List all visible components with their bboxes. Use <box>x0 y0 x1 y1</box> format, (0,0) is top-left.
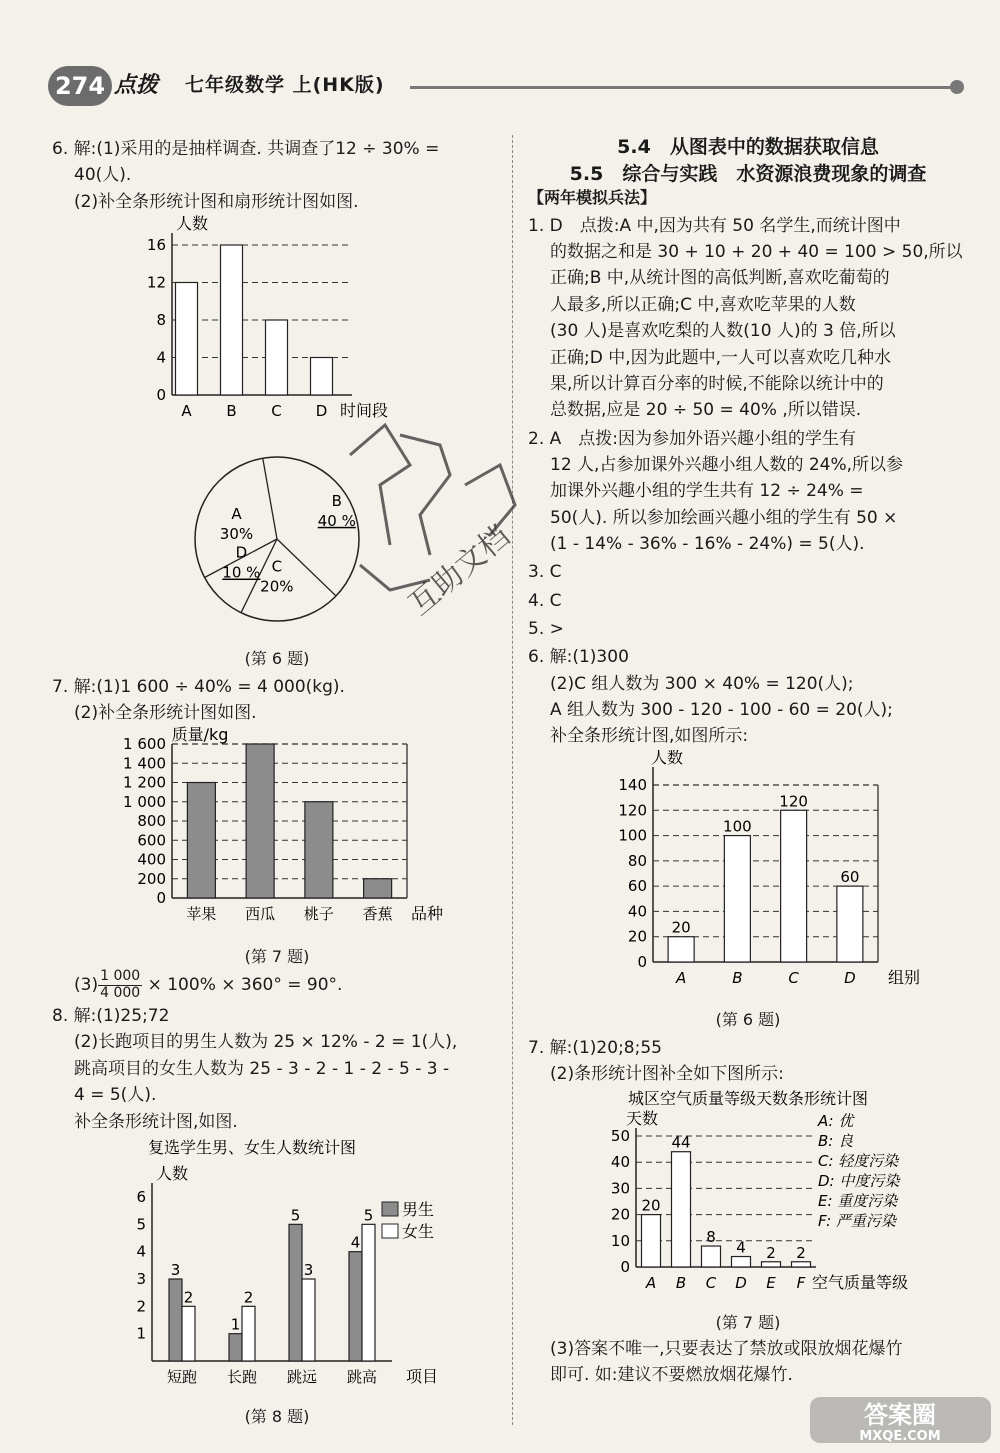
legend-swatch <box>382 1224 398 1238</box>
bar-value-label: 3 <box>303 1260 314 1279</box>
x-tick-label: 跳远 <box>286 1367 318 1386</box>
y-tick-label: 6 <box>136 1187 146 1206</box>
legend-item: B: 良 <box>818 1131 854 1150</box>
q1-line: 正确;D 中,因为此题中,一人可以喜欢吃几种水 <box>550 347 892 368</box>
bar-value-label: 100 <box>723 817 752 836</box>
right-q6-line1: 6. 解:(1)300 <box>528 647 629 668</box>
right-q4: 4. C <box>528 590 562 611</box>
q1-line: 果,所以计算百分率的时候,不能除以统计中的 <box>550 373 884 394</box>
corner-logo-icon <box>808 1395 993 1445</box>
left-q8-caption: (第 8 题) <box>244 1407 310 1427</box>
pie-slice-value: 40 % <box>317 512 356 531</box>
bar-value-label: 60 <box>840 867 860 886</box>
y-tick-label: 0 <box>156 386 166 405</box>
y-tick-label: 1 000 <box>123 792 166 811</box>
bar <box>182 1306 195 1361</box>
x-axis-label: 组别 <box>888 967 921 987</box>
x-axis-label: 空气质量等级 <box>812 1272 909 1292</box>
right-q3: 3. C <box>528 562 562 583</box>
legend-swatch <box>382 1202 398 1216</box>
y-tick-label: 1 600 <box>123 735 166 754</box>
y-tick-label: 200 <box>137 869 166 888</box>
left-q8-line4: 4 = 5(人). <box>74 1085 157 1106</box>
x-axis-label: 时间段 <box>340 401 389 421</box>
right-q7-line1: 7. 解:(1)20;8;55 <box>528 1037 662 1058</box>
bar <box>176 283 198 396</box>
pie-slice-value: 10 % <box>222 563 261 582</box>
left-q7-bar-chart <box>52 726 492 936</box>
bar-value-label: 4 <box>736 1238 746 1257</box>
q1-line: (30 人)是喜欢吃梨的人数(10 人)的 3 倍,所以 <box>550 321 896 342</box>
bar <box>724 835 750 961</box>
bar <box>792 1261 811 1266</box>
legend-item: F: 严重污染 <box>818 1211 896 1230</box>
bar <box>246 744 274 898</box>
y-tick-label: 16 <box>146 236 166 255</box>
left-q6-caption: (第 6 题) <box>244 648 310 668</box>
y-tick-label: 0 <box>156 889 166 908</box>
bar-value-label: 2 <box>766 1243 776 1262</box>
x-tick-label: B <box>732 968 743 987</box>
x-tick-label: D <box>844 968 856 987</box>
fraction-numerator: 1 000 <box>100 968 141 985</box>
bar-value-label: 4 <box>350 1233 361 1252</box>
legend-item: A: 优 <box>818 1111 854 1130</box>
right-q7-line2: (2)条形统计图补全如下图所示: <box>550 1064 784 1085</box>
bar <box>702 1246 721 1267</box>
y-tick-label: 0 <box>637 952 647 971</box>
left-q8-line2: (2)长跑项目的男生人数为 25 × 12% - 2 = 1(人), <box>74 1032 458 1053</box>
stamp-watermark <box>290 405 550 635</box>
header-dot <box>950 80 964 94</box>
bar-value-label: 44 <box>671 1133 691 1152</box>
right-column <box>528 132 968 1388</box>
bar-value-label: 5 <box>290 1206 301 1225</box>
x-tick-label: B <box>675 1273 687 1292</box>
legend-label: 男生 <box>402 1199 435 1219</box>
bar-value-label: 5 <box>363 1206 374 1225</box>
y-tick-label: 4 <box>136 1242 146 1261</box>
left-q6-line2: 40(人). <box>74 165 132 186</box>
bar-value-label: 20 <box>671 918 691 937</box>
y-tick-label: 1 <box>136 1324 146 1343</box>
bar-value-label: 20 <box>641 1196 661 1215</box>
x-tick-label: C <box>271 402 282 421</box>
x-tick-label: A <box>181 402 192 421</box>
y-tick-label: 5 <box>136 1215 146 1234</box>
y-tick-label: 0 <box>620 1257 630 1276</box>
bar <box>221 245 243 395</box>
pie-slice-label: D <box>235 543 248 562</box>
y-axis-label: 人数 <box>175 215 209 234</box>
bar <box>732 1256 751 1266</box>
x-axis-label: 品种 <box>411 904 444 924</box>
x-tick-label: A <box>675 968 687 987</box>
left-q8-line5: 补全条形统计图,如图. <box>74 1111 238 1132</box>
y-axis-label: 天数 <box>625 1108 659 1128</box>
page-number: 274 <box>48 66 112 106</box>
bar <box>187 783 215 899</box>
y-tick-label: 2 <box>136 1297 146 1316</box>
y-axis-label: 人数 <box>155 1163 189 1183</box>
q1-line: 总数据,应是 20 ÷ 50 = 40% ,所以错误. <box>550 400 862 421</box>
book-title: 七年级数学 上(HK版) <box>185 74 385 96</box>
bar <box>837 886 863 962</box>
left-q7-line2: (2)补全条形统计图如图. <box>74 702 257 723</box>
y-tick-label: 400 <box>137 850 166 869</box>
y-tick-label: 20 <box>610 1205 630 1224</box>
y-tick-label: 40 <box>627 902 647 921</box>
bar-value-label: 2 <box>243 1288 254 1307</box>
bar <box>672 1151 691 1266</box>
y-tick-label: 80 <box>627 851 647 870</box>
y-tick-label: 50 <box>610 1126 630 1145</box>
bar-value-label: 2 <box>796 1243 806 1262</box>
x-tick-label: F <box>796 1273 806 1292</box>
y-tick-label: 8 <box>156 311 166 330</box>
left-q7-line3 <box>52 969 502 1001</box>
y-tick-label: 60 <box>627 876 647 895</box>
chart-title: 城区空气质量等级天数条形统计图 <box>627 1088 869 1108</box>
right-q6-line2: (2)C 组人数为 300 × 40% = 120(人); <box>550 673 854 694</box>
y-tick-label: 1 200 <box>123 773 166 792</box>
x-tick-label: D <box>735 1273 747 1292</box>
left-q6-line1: 6. 解:(1)采用的是抽样调查. 共调查了12 ÷ 30% = <box>52 139 440 159</box>
pie-slice-label: A <box>231 505 242 524</box>
bar-value-label: 120 <box>779 791 808 810</box>
stamp-text: 互助文档 <box>402 518 517 623</box>
right-q7-caption: (第 7 题) <box>715 1312 781 1332</box>
left-q7-caption: (第 7 题) <box>244 946 310 966</box>
x-tick-label: E <box>766 1273 776 1292</box>
q1-line: 正确;B 中,从统计图的高低判断,喜欢吃葡萄的 <box>550 268 890 289</box>
y-tick-label: 10 <box>610 1231 630 1250</box>
left-q6-bar-chart <box>52 215 492 435</box>
chart-title: 复选学生男、女生人数统计图 <box>147 1137 357 1157</box>
q1-line: 的数据之和是 30 + 10 + 20 + 40 = 100 > 50,所以 <box>550 242 963 263</box>
left-q8-line1: 8. 解:(1)25;72 <box>52 1006 170 1027</box>
right-q6-line4: 补全条形统计图,如图所示: <box>550 726 749 747</box>
right-q7-line4: 即可. 如:建议不要燃放烟花爆竹. <box>550 1364 793 1385</box>
bar <box>781 810 807 962</box>
x-tick-label: 桃子 <box>303 905 334 924</box>
bar-value-label: 8 <box>706 1227 716 1246</box>
right-q7-bar-chart <box>528 1088 968 1303</box>
y-tick-label: 40 <box>610 1152 630 1171</box>
right-q6-bar-chart <box>528 750 968 1000</box>
pie-slice-value: 30% <box>219 525 254 544</box>
pie-slice-label: C <box>271 557 283 576</box>
legend-item: C: 轻度污染 <box>818 1151 899 1170</box>
corner-logo-text: 答案圈 <box>864 1401 936 1429</box>
q2-line: 2. A 点拨:因为参加外语兴趣小组的学生有 <box>528 428 856 449</box>
y-tick-label: 600 <box>137 831 166 850</box>
right-q2-block <box>528 426 968 558</box>
q2-line: (1 - 14% - 36% - 16% - 24%) = 5(人). <box>550 533 865 554</box>
x-axis-label: 项目 <box>406 1366 439 1386</box>
pie-slice-label: B <box>331 492 342 511</box>
legend-item: D: 中度污染 <box>818 1171 900 1190</box>
q1-line: 人最多,所以正确;C 中,喜欢吃苹果的人数 <box>550 294 856 315</box>
right-q7-line3: (3)答案不唯一,只要表达了禁放或限放烟花爆竹 <box>550 1338 903 1359</box>
y-tick-label: 3 <box>136 1269 146 1288</box>
pie-slice-value: 20% <box>260 577 294 596</box>
q1-line: 1. D 点拨:A 中,因为共有 50 名学生,而统计图中 <box>528 215 901 236</box>
x-tick-label: C <box>788 968 799 987</box>
bar-value-label: 3 <box>170 1260 181 1279</box>
pie-slice-edge <box>263 459 277 540</box>
legend-label: 女生 <box>402 1221 435 1241</box>
x-tick-label: 长跑 <box>226 1367 258 1386</box>
bar <box>302 1279 315 1361</box>
y-tick-label: 12 <box>146 273 166 292</box>
x-tick-label: 香蕉 <box>362 905 393 924</box>
bar <box>349 1252 362 1361</box>
page-header <box>40 58 970 110</box>
left-q8-line3: 跳高项目的女生人数为 25 - 3 - 2 - 1 - 2 - 5 - 3 - <box>74 1058 450 1079</box>
x-tick-label: C <box>705 1273 717 1292</box>
x-tick-label: A <box>645 1273 657 1292</box>
left-q8-bar-chart <box>52 1135 492 1397</box>
bar <box>311 358 333 396</box>
left-q7-suffix: × 100% × 360° = 90°. <box>147 975 343 996</box>
left-q7-prefix: (3) <box>74 975 99 996</box>
bar <box>266 320 288 395</box>
bar <box>305 802 333 898</box>
left-q6-line3: (2)补全条形统计图和扇形统计图如图. <box>74 191 359 212</box>
x-tick-label: D <box>315 402 328 421</box>
left-column <box>52 134 502 1430</box>
right-q6-line3: A 组人数为 300 - 120 - 100 - 60 = 20(人); <box>550 699 893 720</box>
bar <box>362 1224 375 1361</box>
right-q5: 5. > <box>528 618 564 639</box>
y-tick-label: 140 <box>618 775 647 794</box>
corner-watermark-logo <box>808 1395 993 1445</box>
left-q7-line1: 7. 解:(1)1 600 ÷ 40% = 4 000(kg). <box>52 676 345 697</box>
x-tick-label: 苹果 <box>186 905 217 924</box>
bar-value-label: 2 <box>183 1288 194 1307</box>
y-tick-label: 1 400 <box>123 754 166 773</box>
y-tick-label: 100 <box>618 826 647 845</box>
y-axis-label: 质量/kg <box>171 726 229 745</box>
section-title-5-5: 5.5 综合与实践 水资源浪费现象的调查 <box>569 163 927 185</box>
y-tick-label: 20 <box>627 927 647 946</box>
q2-line: 50(人). 所以参加绘画兴趣小组的学生有 50 × <box>550 507 898 528</box>
x-tick-label: B <box>226 402 237 421</box>
fraction-denominator: 4 000 <box>100 984 141 1001</box>
y-axis-label: 人数 <box>650 749 684 767</box>
bar-value-label: 1 <box>230 1315 241 1334</box>
right-q6-caption: (第 6 题) <box>715 1010 781 1030</box>
bar <box>169 1279 182 1361</box>
bar <box>364 879 392 898</box>
bar <box>242 1306 255 1361</box>
brand-logo: 点拨 <box>114 72 159 98</box>
section-title-5-4: 5.4 从图表中的数据获取信息 <box>617 136 879 158</box>
bar <box>229 1334 242 1361</box>
q2-line: 12 人,占参加课外兴趣小组人数的 24%,所以参 <box>550 454 904 475</box>
fraction <box>98 969 142 1001</box>
x-tick-label: 跳高 <box>346 1367 378 1386</box>
section-tag: 【两年模拟兵法】 <box>528 188 657 207</box>
corner-logo-url: MXQE.COM <box>859 1429 941 1444</box>
column-divider <box>512 135 513 1425</box>
y-tick-label: 120 <box>618 800 647 819</box>
bar <box>642 1214 661 1266</box>
q2-line: 加课外兴趣小组的学生共有 12 ÷ 24% = <box>550 481 864 502</box>
y-tick-label: 800 <box>137 812 166 831</box>
header-rule <box>410 86 955 89</box>
legend-item: E: 重度污染 <box>818 1191 898 1210</box>
bar <box>289 1224 302 1361</box>
y-tick-label: 4 <box>156 348 166 367</box>
bar <box>762 1261 781 1266</box>
right-q1-block <box>528 213 968 424</box>
y-tick-label: 30 <box>610 1178 630 1197</box>
bar <box>668 936 694 961</box>
x-tick-label: 短跑 <box>166 1367 198 1386</box>
x-tick-label: 西瓜 <box>245 905 276 924</box>
